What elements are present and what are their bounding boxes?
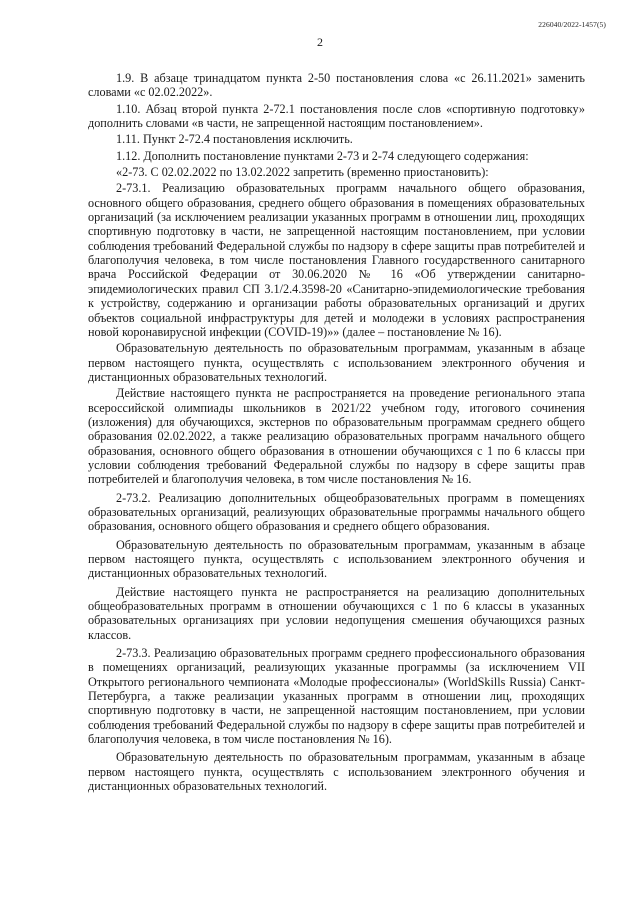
document-body [88, 71, 585, 796]
paragraph-1-11: 1.11. Пункт 2-72.4 постановления исключить. [116, 132, 353, 147]
paragraph-2-73-1-remote: Образовательную деятельность по образовательным программам, указанным в абзаце первом настоящего пункта, осуществлять с использованием электронного обучения и дистанционных образовательных технологий. [88, 341, 585, 384]
paragraph-2-73-intro: «2-73. С 02.02.2022 по 13.02.2022 запретить (временно приостановить): [116, 165, 489, 180]
paragraph-2-73-1: 2-73.1. Реализацию образовательных программ начального общего образования, основного общего образования, среднего общего образования в помещениях образовательных организаций (за исключением реализации указанных программ в отношении лиц, проходящих спортивную подготовку в части, не запрещенной настоящим постановлением, при условии соблюдения требований Федеральной службы по надзору в сфере защиты прав потребителей и благополучия человека, в том числе постановления Главного государственного санитарного врача Российской Федерации от 30.06.2020 № 16 «Об утверждении санитарно-эпидемиологических правил СП 3.1/2.4.3598-20 «Санитарно-эпидемиологические требования к устройству, содержанию и организации работы образовательных организаций и других объектов социальной инфраструктуры для детей и молодежи в условиях распространения новой коронавирусной инфекции (COVID-19)»» (далее – постановление № 16). [88, 181, 585, 339]
paragraph-1-10: 1.10. Абзац второй пункта 2-72.1 постановления после слов «спортивную подготовку» дополнить словами «в части, не запрещенной настоящим постановлением». [88, 101, 585, 131]
paragraph-1-9: 1.9. В абзаце тринадцатом пункта 2-50 постановления слова «с 26.11.2021» заменить словами «с 02.02.2022». [88, 71, 585, 100]
paragraph-1-12: 1.12. Дополнить постановление пунктами 2-73 и 2-74 следующего содержания: [116, 148, 529, 163]
paragraph-2-73-2-exceptions: Действие настоящего пункта не распространяется на реализацию дополнительных общеобразовательных программ в отношении обучающихся с 1 по 6 классы в указанных образовательных организациях при условии недопущения смешения обучающихся разных классов. [88, 584, 585, 642]
paragraph-2-73-1-exceptions: Действие настоящего пункта не распространяется на проведение регионального этапа всероссийской олимпиады школьников в 2021/22 учебном году, итогового сочинения (изложения) для обучающихся, экстернов по образовательным программам среднего общего образования 02.02.2022, а также реализацию образовательных программ начального общего образования, основного общего образования в отношении обучающихся с 1 по 6 классы при условии соблюдения требований Федеральной службы по надзору в сфере защиты прав потребителей и благополучия человека, в том числе постановления № 16. [88, 386, 585, 487]
paragraph-2-73-2: 2-73.2. Реализацию дополнительных общеобразовательных программ в помещениях образовательных организаций, реализующих образовательные программы начального общего образования, основного общего образования и среднего общего образования. [88, 490, 585, 534]
paragraph-2-73-2-remote: Образовательную деятельность по образовательным программам, указанным в абзаце первом настоящего пункта, осуществлять с использованием электронного обучения и дистанционных образовательных технологий. [88, 537, 585, 581]
document-number: 226040/2022-1457(5) [538, 20, 606, 29]
paragraph-2-73-3-remote: Образовательную деятельность по образовательным программам, указанным в абзаце первом настоящего пункта, осуществлять с использованием электронного обучения и дистанционных образовательных технологий. [88, 750, 585, 794]
paragraph-2-73-3: 2-73.3. Реализацию образовательных программ среднего профессионального образования в помещениях организаций, реализующих указанные программы (за исключением VII Открытого регионального чемпионата «Молодые профессионалы» (WorldSkills Russia) Санкт-Петербурга, а также реализации указанных программ в отношении лиц, проходящих спортивную подготовку в части, не запрещенной настоящим постановлением, при условии соблюдения требований Федеральной службы по надзору в сфере защиты прав потребителей и благополучия человека, в том числе постановления № 16). [88, 646, 585, 747]
page-number: 2 [317, 35, 323, 49]
